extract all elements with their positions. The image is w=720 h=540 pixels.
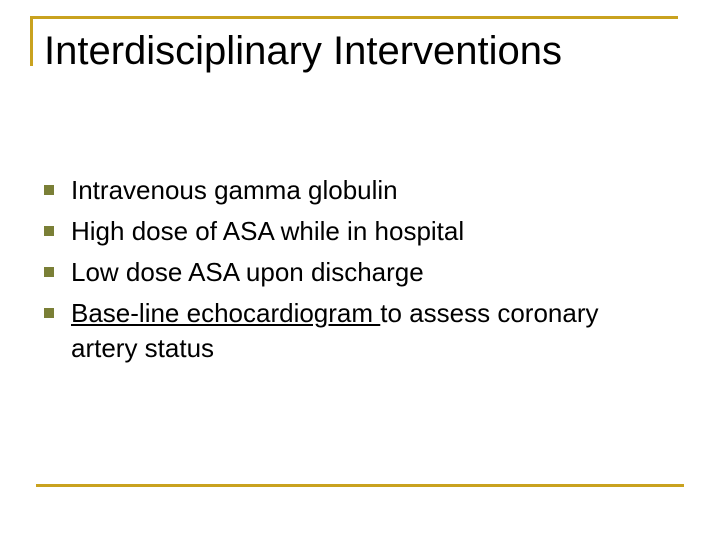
- bullet-text: Intravenous gamma globulin: [71, 175, 398, 205]
- bullet-text: High dose of ASA while in hospital: [71, 216, 465, 246]
- bullet-square-icon: [44, 226, 54, 236]
- underlined-text: Base-line echocardiogram: [71, 298, 381, 328]
- bullet-continuation: artery status: [71, 333, 215, 363]
- bullet-item: [44, 252, 694, 293]
- bullet-square-icon: [44, 308, 54, 318]
- bullet-item: [44, 170, 694, 211]
- top-rule: [30, 16, 678, 19]
- bullet-square-icon: [44, 267, 54, 277]
- bullet-item: [44, 211, 694, 252]
- left-rule: [30, 16, 33, 66]
- bottom-rule: [36, 484, 684, 487]
- slide-title: Interdisciplinary Interventions: [44, 29, 563, 73]
- bullet-text-rest: to assess coronary: [380, 298, 599, 328]
- bullet-list: [44, 170, 694, 368]
- bullet-item: [44, 293, 694, 368]
- bullet-text: Low dose ASA upon discharge: [71, 257, 424, 287]
- bullet-square-icon: [44, 185, 54, 195]
